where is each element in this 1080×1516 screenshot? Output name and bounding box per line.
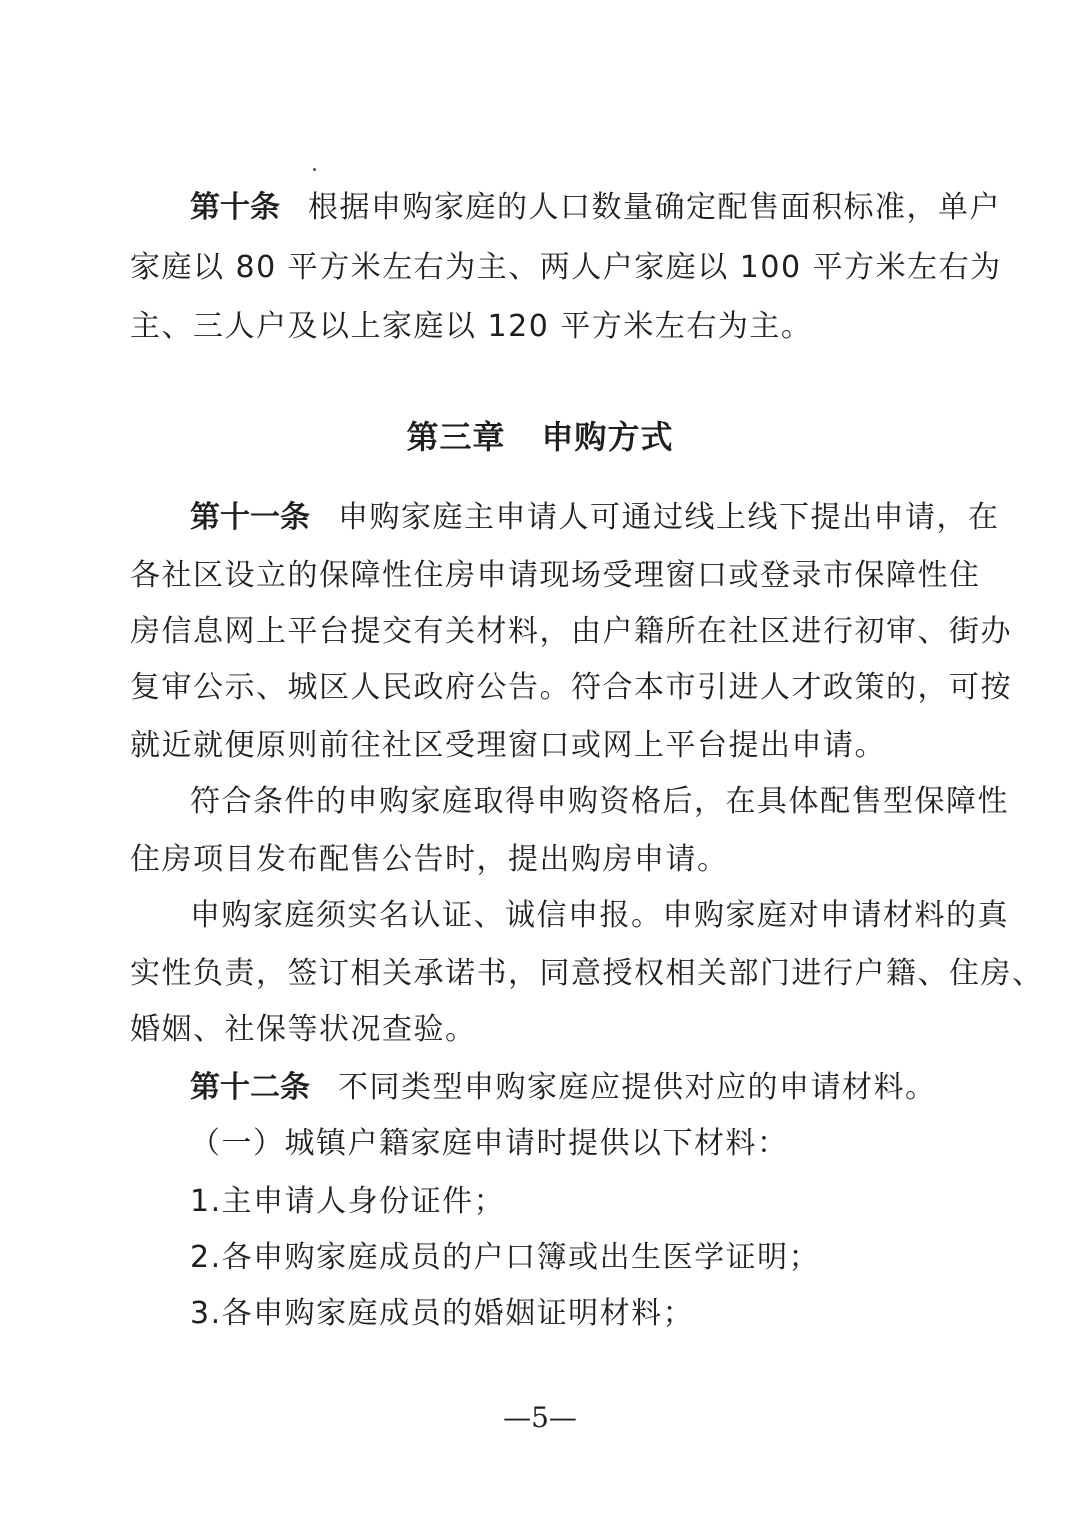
- article-10-line-1: [190, 188, 1001, 228]
- article-11-label: 第十一条: [190, 500, 310, 535]
- page-number: —5—: [503, 1401, 577, 1434]
- article-11-line-1: [190, 498, 1000, 538]
- article-12-label: 第十二条: [190, 1070, 310, 1105]
- article-10-label: 第十条: [190, 190, 280, 225]
- list-item: 2.各申购家庭成员的户口簿或出生医学证明；: [190, 1240, 821, 1275]
- chapter-number: 第三章: [406, 418, 506, 456]
- article-11-line-5: 就近就便原则前往社区受理窗口或网上平台提出申请。: [130, 728, 886, 763]
- article-11-p2-line-1: 符合条件的申购家庭取得申购资格后，在具体配售型保障性: [190, 784, 1009, 819]
- article-11-p3-line-1: 申购家庭须实名认证、诚信申报。申购家庭对申请材料的真: [190, 898, 1009, 933]
- scan-speck: [313, 168, 316, 171]
- article-11-line-3: 房信息网上平台提交有关材料，由户籍所在社区进行初审、街办: [130, 614, 1012, 649]
- article-11-p2-line-2: 住房项目发布配售公告时，提出购房申请。: [130, 842, 729, 877]
- article-12-sub-heading: （一）城镇户籍家庭申请时提供以下材料：: [190, 1126, 789, 1161]
- article-11-text-1: 申购家庭主申请人可通过线上线下提出申请，在: [338, 500, 1000, 535]
- article-10-line-3: 主、三人户及以上家庭以 120 平方米左右为主。: [130, 309, 813, 344]
- article-10-text-1: 根据申购家庭的人口数量确定配售面积标准，单户: [308, 190, 1001, 225]
- article-11-p3-line-3: 婚姻、社保等状况查验。: [130, 1012, 477, 1047]
- article-11-p3-line-2: 实性负责，签订相关承诺书，同意授权相关部门进行户籍、住房、: [130, 956, 1044, 991]
- list-item: 3.各申购家庭成员的婚姻证明材料；: [190, 1296, 695, 1331]
- article-11-line-2: 各社区设立的保障性住房申请现场受理窗口或登录市保障性住: [130, 558, 981, 593]
- article-10-line-2: 家庭以 80 平方米左右为主、两人户家庭以 100 平方米左右为: [130, 250, 1002, 285]
- chapter-title: 申购方式: [541, 418, 674, 456]
- chapter-heading: [0, 415, 1080, 459]
- list-item: 1.主申请人身份证件；: [190, 1184, 506, 1219]
- article-11-line-4: 复审公示、城区人民政府公告。符合本市引进人才政策的，可按: [130, 670, 1012, 705]
- article-12-line-1: [190, 1068, 952, 1108]
- article-12-text-1: 不同类型申购家庭应提供对应的申请材料。: [338, 1070, 937, 1105]
